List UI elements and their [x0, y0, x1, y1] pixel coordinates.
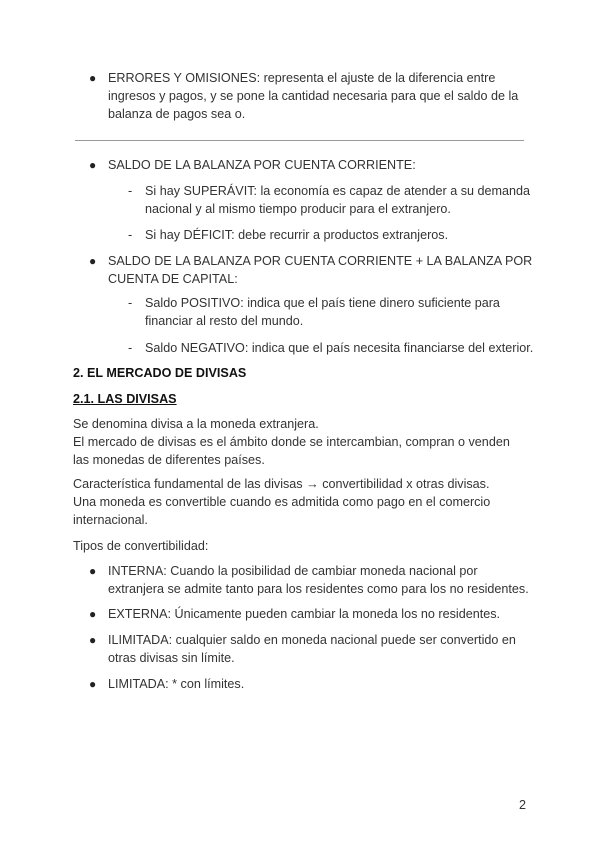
section-heading: 2. EL MERCADO DE DIVISAS — [73, 366, 247, 380]
bullet-icon: ● — [89, 254, 97, 268]
cuenta-corriente-heading: SALDO DE LA BALANZA POR CUENTA CORRIENTE: — [108, 158, 416, 172]
para2-line-2: Una moneda es convertible cuando es admitida como pago en el comercio — [73, 495, 491, 509]
interna-line-1: INTERNA: Cuando la posibilidad de cambiar moneda nacional por — [108, 564, 478, 578]
superavit-line-1: Si hay SUPERÁVIT: la economía es capaz de atender a su demanda — [145, 184, 531, 198]
dash-icon: - — [128, 296, 133, 310]
para2-line-3: internacional. — [73, 513, 148, 527]
bullet-icon: ● — [89, 677, 97, 691]
externa-line: EXTERNA: Únicamente pueden cambiar la moneda los no residentes. — [108, 607, 501, 621]
positivo-line-1: Saldo POSITIVO: indica que el país tiene dinero suficiente para — [145, 296, 500, 310]
superavit-line-2: nacional y al mismo tiempo producir para el extranjero. — [145, 202, 451, 216]
errores-line-1: ERRORES Y OMISIONES: representa el ajuste de la diferencia entre — [108, 71, 496, 85]
page-number: 2 — [519, 798, 527, 812]
dash-icon: - — [128, 341, 133, 355]
horizontal-rule — [75, 140, 524, 141]
para2-line-1: Característica fundamental de las divisas → convertibilidad x otras divisas. — [73, 477, 490, 491]
positivo-line-2: financiar al resto del mundo. — [145, 314, 304, 328]
para1-line-1: Se denomina divisa a la moneda extranjera. — [73, 417, 319, 431]
bullet-icon: ● — [89, 633, 97, 647]
deficit-line: Si hay DÉFICIT: debe recurrir a productos extranjeros. — [145, 228, 449, 242]
bullet-icon: ● — [89, 564, 97, 578]
interna-line-2: extranjera se admite tanto para los residentes como para los no residentes. — [108, 582, 529, 596]
negativo-line: Saldo NEGATIVO: indica que el país necesita financiarse del exterior. — [145, 341, 534, 355]
subsection-heading: 2.1. LAS DIVISAS — [73, 392, 177, 406]
tipos-label: Tipos de convertibilidad: — [73, 539, 209, 553]
bullet-icon: ● — [89, 607, 97, 621]
ilimitada-line-1: ILIMITADA: cualquier saldo en moneda nacional puede ser convertido en — [108, 633, 516, 647]
limitada-line: LIMITADA: * con límites. — [108, 677, 245, 691]
bullet-icon: ● — [89, 158, 97, 172]
errores-line-2: ingresos y pagos, y se pone la cantidad necesaria para que el saldo de la — [108, 89, 519, 103]
cuenta-capital-line-1: SALDO DE LA BALANZA POR CUENTA CORRIENTE + LA BALANZA POR — [108, 254, 533, 268]
ilimitada-line-2: otras divisas sin límite. — [108, 651, 235, 665]
cuenta-capital-line-2: CUENTA DE CAPITAL: — [108, 272, 238, 286]
bullet-icon: ● — [89, 71, 97, 85]
errores-line-3: balanza de pagos sea o. — [108, 107, 246, 121]
para1-line-3: las monedas de diferentes países. — [73, 453, 265, 467]
dash-icon: - — [128, 228, 133, 242]
dash-icon: - — [128, 184, 133, 198]
para1-line-2: El mercado de divisas es el ámbito donde se intercambian, compran o venden — [73, 435, 510, 449]
